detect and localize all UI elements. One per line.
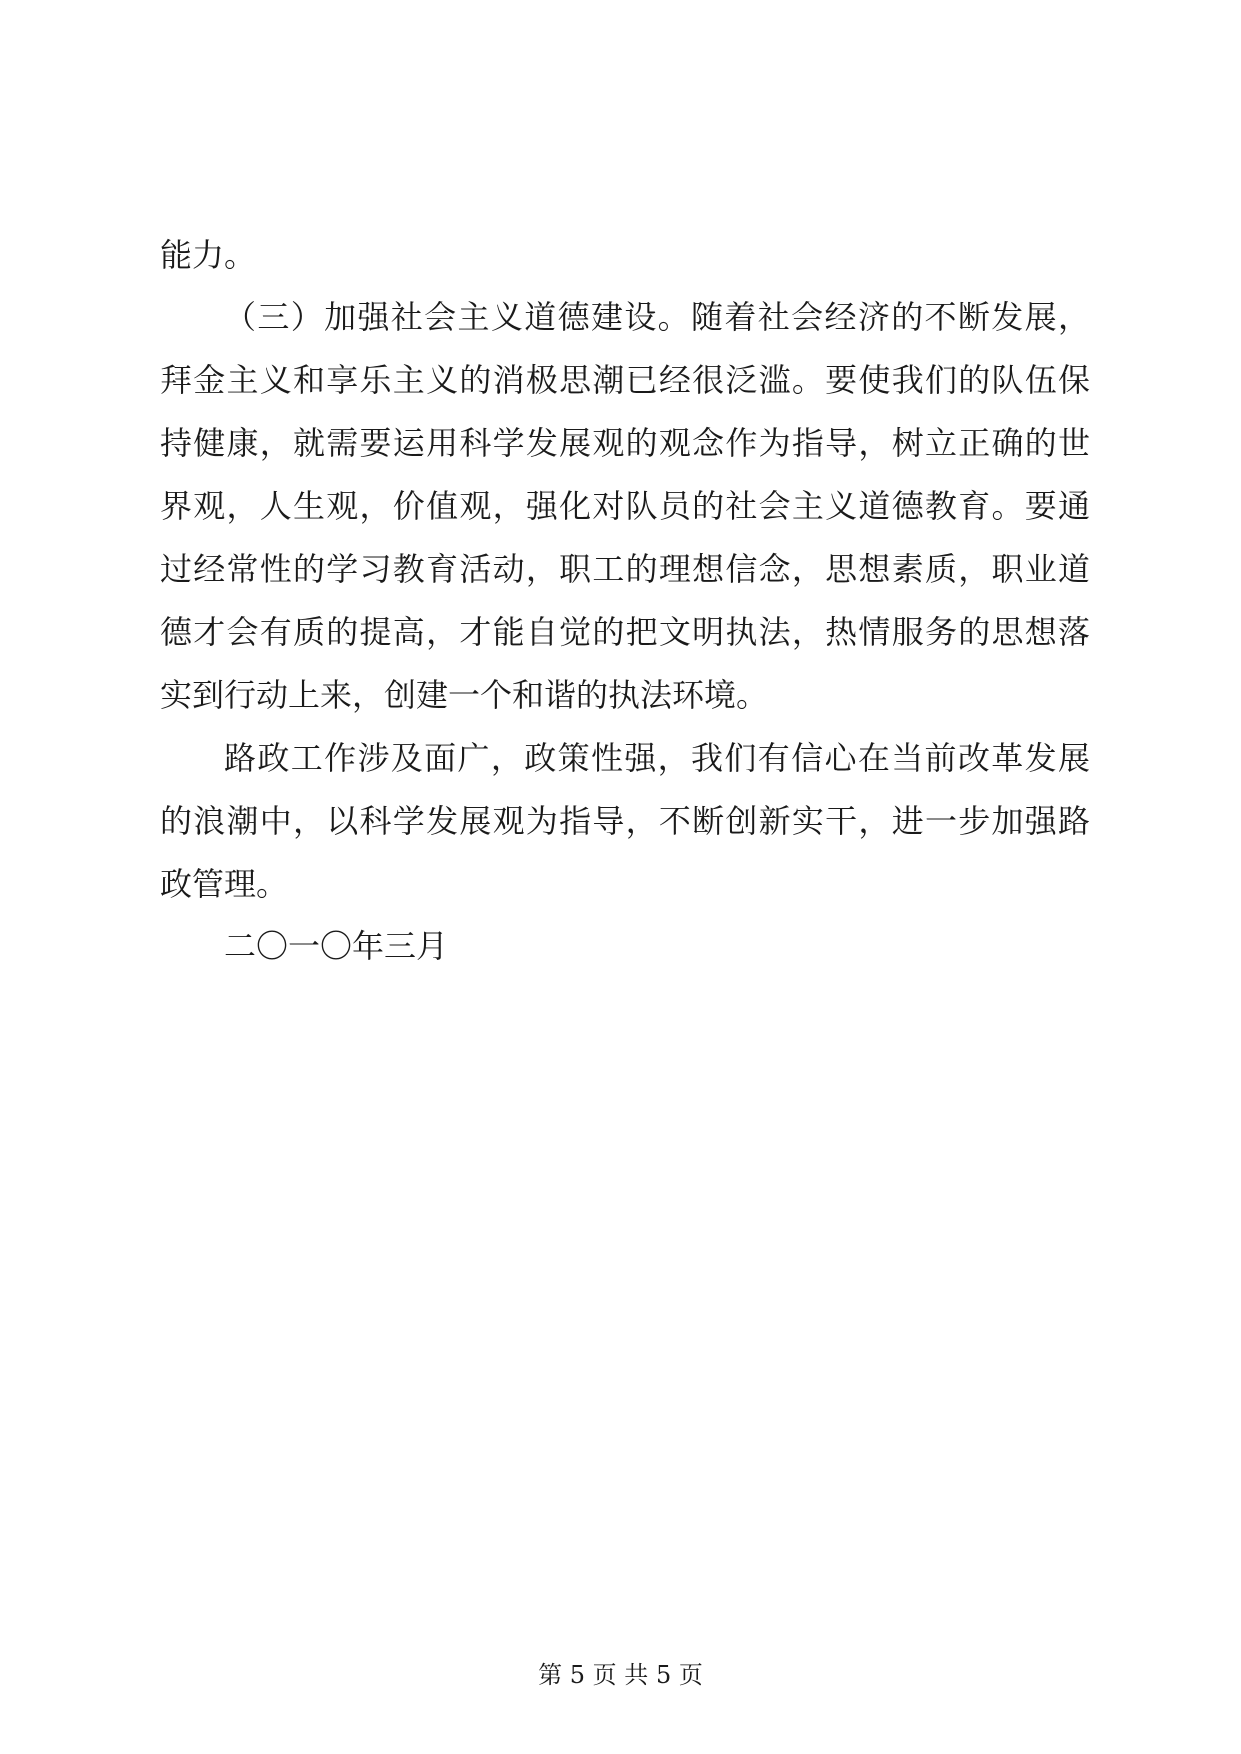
paragraph-3-line-5: 过经常性的学习教育活动，职工的理想信念，思想素质，职业道 (160, 550, 1090, 588)
paragraph-3-line-7: 实到行动上来，创建一个和谐的执法环境。 (160, 676, 769, 714)
paragraph-3-line-2: 拜金主义和享乐主义的消极思潮已经很泛滥。要使我们的队伍保 (160, 361, 1090, 399)
paragraph-3-line-6: 德才会有质的提高，才能自觉的把文明执法，热情服务的思想落 (160, 613, 1090, 651)
page-number-footer: 第 5 页 共 5 页 (538, 1661, 703, 1689)
paragraph-3-line-3: 持健康，就需要运用科学发展观的观念作为指导，树立正确的世 (160, 424, 1090, 462)
conclusion-line-2: 的浪潮中，以科学发展观为指导，不断创新实干，进一步加强路 (160, 802, 1090, 840)
paragraph-3-line-1: （三）加强社会主义道德建设。随着社会经济的不断发展， (224, 298, 1090, 336)
conclusion-line-1: 路政工作涉及面广，政策性强，我们有信心在当前改革发展 (224, 739, 1090, 777)
conclusion-line-3: 政管理。 (160, 865, 289, 903)
date-line: 二〇一〇年三月 (224, 927, 449, 965)
paragraph-3-line-4: 界观，人生观，价值观，强化对队员的社会主义道德教育。要通 (160, 487, 1090, 525)
text-line: 能力。 (160, 236, 257, 274)
